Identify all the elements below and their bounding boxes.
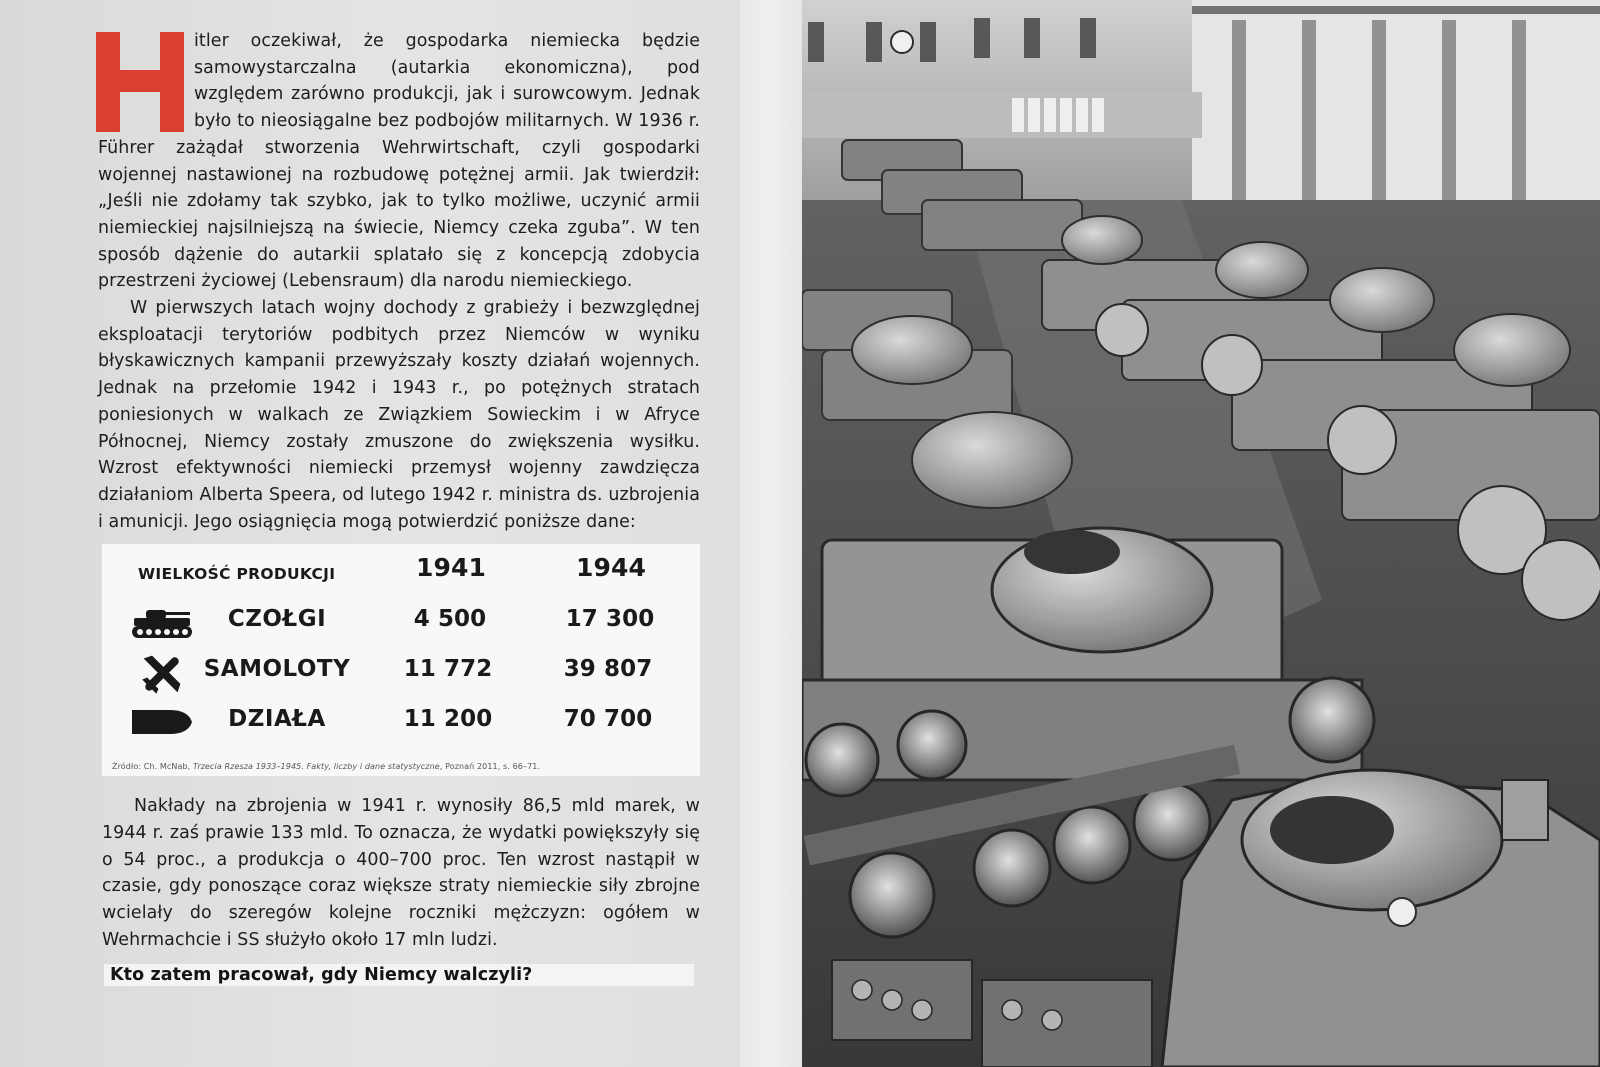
intro-paragraph: itler oczekiwał, że gospodarka niemiecka będzie samowystarczalna (autarkia ekonomiczna), pod względem zarówno produkcji, jak i surowcowym. Jednak było to nieosiągalne bez podbojów militarnych. W 1936 r. Führer zażądał stworzenia Wehrwirtschaft, czyli gospodarki wojennej nastawionej na rozbudowę potężnej armii. Jak twierdził: „Jeśli nie zdołamy tak szybko, jak to tylko możliwe, uczynić armii niemieckiej najsilniejszą na świecie, Niemcy czeka zguba”. W ten sposób dążenie do autarkii splatało się z koncepcją zdobycia przestrzeni życiowej (Lebensraum) dla narodu niemieckiego. xyxy=(98,31,700,292)
shell-icon xyxy=(130,702,194,742)
guns-label: DZIAŁA xyxy=(228,706,326,733)
source-prefix: Źródło: Ch. McNab, xyxy=(112,762,193,772)
table-header-label: WIELKOŚĆ PRODUKCJI xyxy=(138,565,336,584)
source-title: Trzecia Rzesza 1933–1945. Fakty, liczby i dane statystyczne xyxy=(192,762,440,772)
intro-paragraph-block xyxy=(98,28,700,295)
tanks-1941-value: 4 500 xyxy=(413,606,487,633)
airplane-icon xyxy=(130,652,194,692)
table-row-tanks xyxy=(102,600,700,644)
production-table xyxy=(102,544,700,776)
table-source-note xyxy=(112,754,540,781)
year-column-1941: 1941 xyxy=(416,553,486,583)
dropcap xyxy=(96,32,186,132)
tank-factory-photograph xyxy=(802,0,1600,1067)
tanks-label: CZOŁGI xyxy=(227,606,327,633)
dropcap-graphic xyxy=(96,32,186,132)
text-column xyxy=(98,28,700,986)
planes-label: SAMOLOTY xyxy=(203,656,351,683)
year-column-1944: 1944 xyxy=(576,553,646,583)
text-panel xyxy=(0,0,740,1067)
guns-1941-value: 11 200 xyxy=(403,706,493,733)
planes-1941-value: 11 772 xyxy=(403,656,493,683)
factory-photo xyxy=(802,0,1600,1067)
closing-question: Kto zatem pracował, gdy Niemcy walczyli? xyxy=(104,964,694,986)
planes-1944-value: 39 807 xyxy=(563,656,653,683)
table-row-guns xyxy=(102,700,700,744)
tanks-1944-value: 17 300 xyxy=(565,606,655,633)
tank-icon xyxy=(130,602,194,642)
guns-1944-value: 70 700 xyxy=(563,706,653,733)
second-paragraph: W pierwszych latach wojny dochody z grabieży i bezwzględnej eksploatacji terytoriów podbitych przez Niemców w wyniku błyskawicznych kampanii przewyższały koszty działań wojennych. Jednak na przełomie 1942 i 1943 r., po potężnych stratach poniesionych w walkach ze Związkiem Sowieckim i w Afryce Północnej, Niemcy zostały zmuszone do zwiększenia wysiłku. Wzrost efektywności niemiecki przemysł wojenny zawdzięcza działaniom Alberta Speera, od lutego 1942 r. ministra ds. uzbrojenia i amunicji. Jego osiągnięcia mogą potwierdzić poniższe dane: xyxy=(98,298,700,532)
panel-gutter xyxy=(740,0,802,1067)
table-row-planes xyxy=(102,650,700,694)
source-suffix: , Poznań 2011, s. 66–71. xyxy=(439,762,541,772)
third-paragraph: Nakłady na zbrojenia w 1941 r. wynosiły 86,5 mld marek, w 1944 r. zaś prawie 133 mld. To oznacza, że wydatki powiększyły się o 54 proc., a produkcja o 400–700 proc. Ten wzrost nastąpił w czasie, gdy ponoszące coraz większe straty niemieckie siły zbrojne wcielały do szeregów kolejne roczniki mężczyzn: ogółem w Wehrmachcie i SS służyło około 17 mln ludzi. xyxy=(102,796,700,950)
